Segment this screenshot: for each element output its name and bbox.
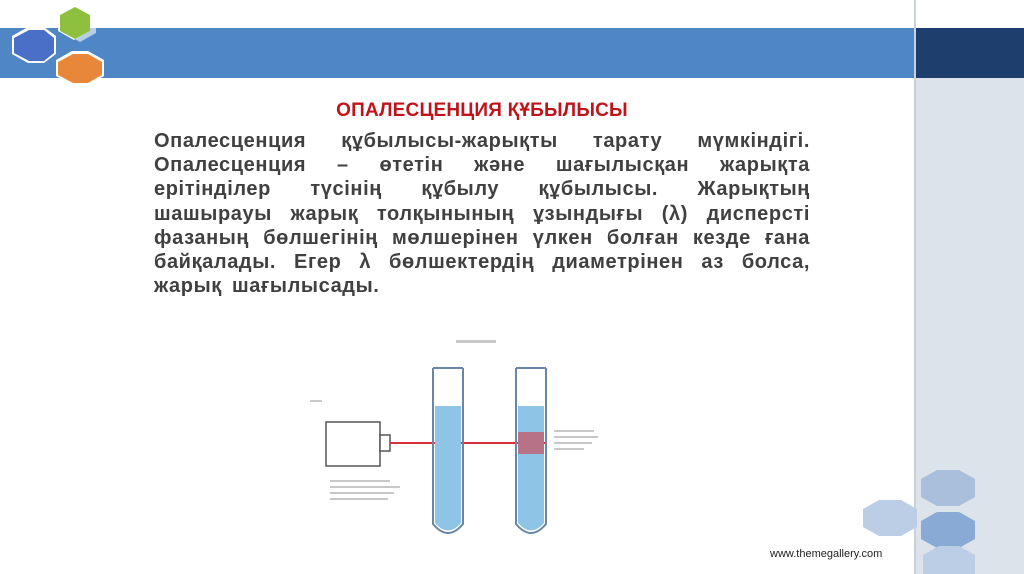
hexagon-cluster-icon: [0, 0, 120, 100]
laser-label: [310, 400, 322, 402]
laser-source: [326, 422, 380, 466]
laser-nozzle: [380, 435, 390, 451]
header-bar-accent: [916, 28, 1024, 78]
slide-title: ОПАЛЕСЦЕНЦИЯ ҚҰБЫЛЫСЫ: [336, 100, 628, 121]
slide-body-text: Опалесценция құбылысы-жарықты тарату мүмкіндігі. Опалесценция – өтетін және шағылысқан жарықта ерітінділер түсінің құбылу құбылысы. Жарықтың шашырауы жарық толқынының ұзындығы (λ) дисперсті фазаның бөлшегінің мөлшерінен үлкен болған кезде ғана байқалады. Егер λ бөлшектердің диаметрінен аз болса, жарық шағылысады.: [154, 130, 810, 298]
tube-liquid-left: [435, 406, 461, 531]
diagram-caption-top: [456, 340, 496, 343]
opalescence-diagram: [296, 336, 626, 546]
bottom-annotation: [330, 480, 400, 500]
right-annotation: [554, 430, 598, 450]
tube-liquid-right: [518, 406, 544, 531]
header-bar: [0, 28, 916, 78]
scattered-light-zone: [518, 432, 544, 454]
footer-url: www.themegallery.com: [770, 548, 883, 560]
